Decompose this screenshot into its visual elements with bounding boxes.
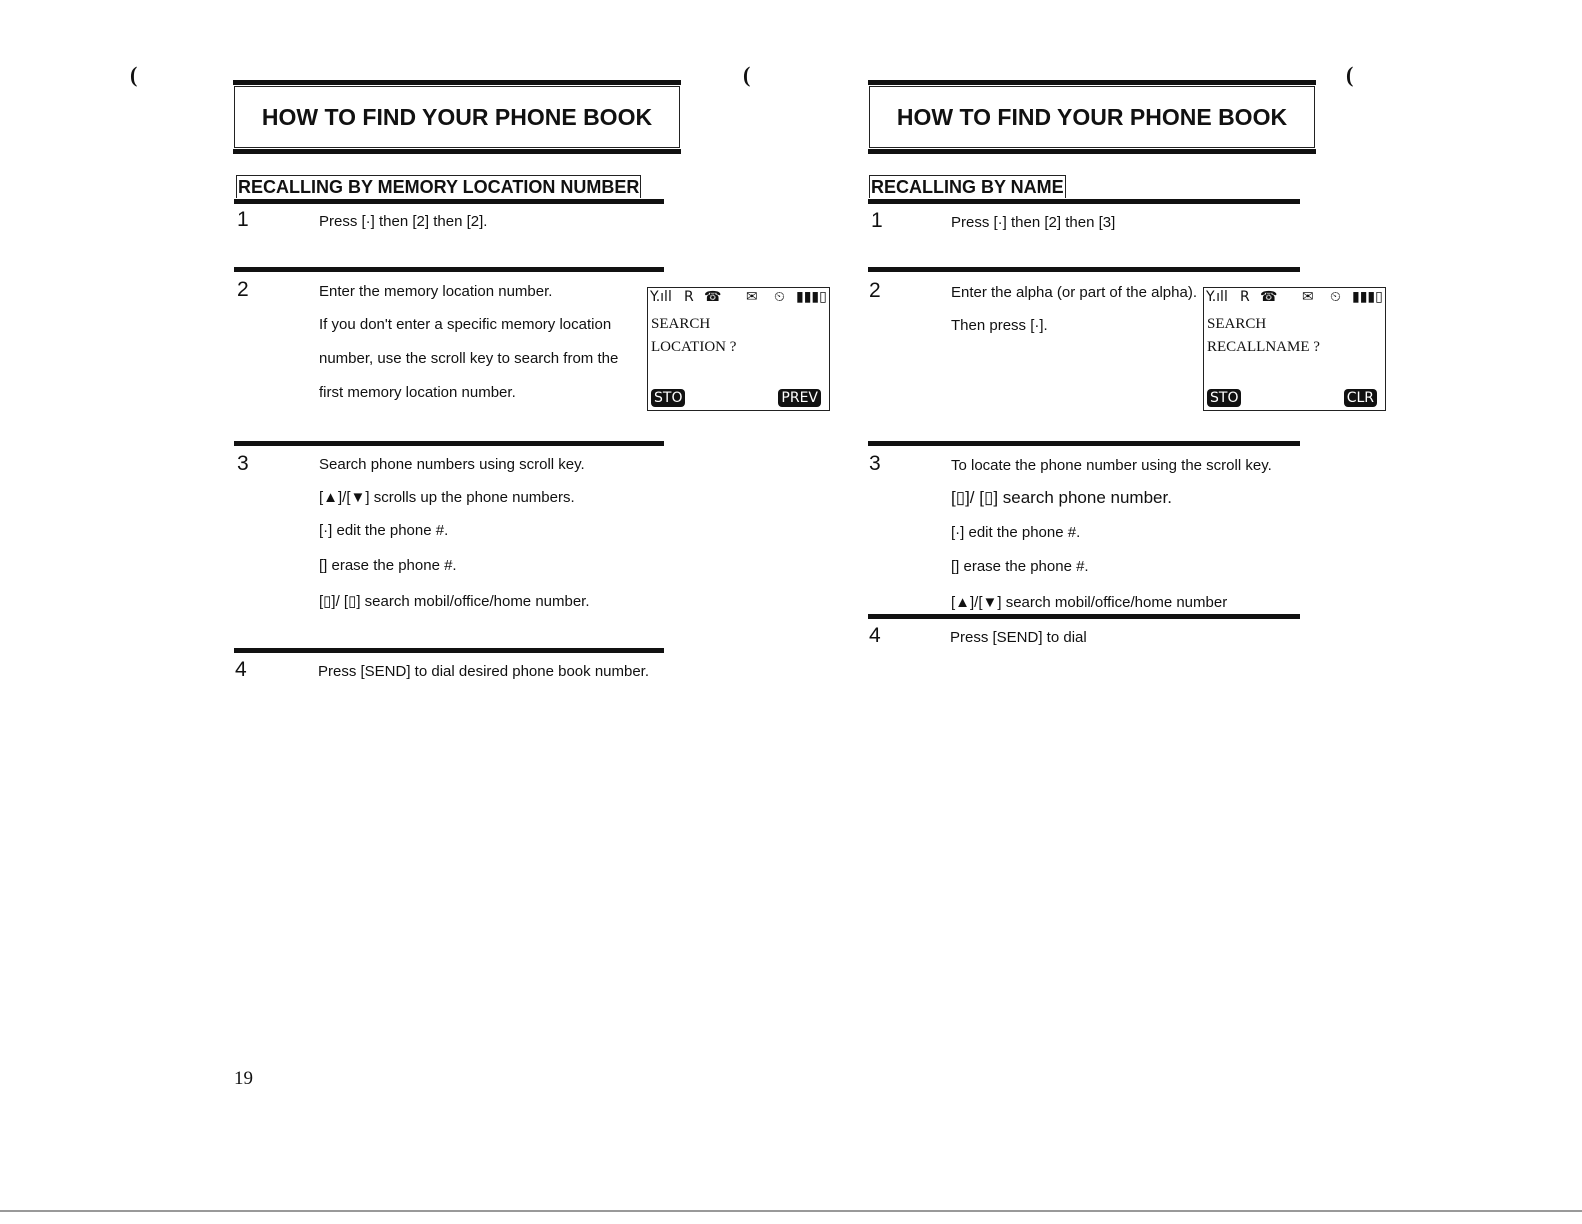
step-text: [▲]/[▼] search mobil/office/home number — [951, 594, 1228, 611]
phone-display — [647, 287, 830, 411]
battery-icon: ▮▮▮▯ — [1352, 289, 1383, 305]
step-number: 4 — [235, 658, 247, 681]
step-text: first memory location number. — [319, 384, 516, 401]
section-heading: RECALLING BY NAME — [871, 177, 1064, 197]
divider — [234, 267, 664, 272]
step-text: [▲]/[▼] scrolls up the phone numbers. — [319, 489, 575, 506]
bracket-mark: ( — [743, 62, 751, 87]
mail-icon: ✉ — [746, 289, 758, 305]
softkey-left: STO — [1207, 389, 1241, 407]
divider — [868, 614, 1300, 619]
signal-icon: Y.ıll — [1206, 289, 1228, 305]
step-text: [] erase the phone #. — [951, 558, 1089, 575]
page-title-box — [869, 86, 1315, 148]
step-text: Search phone numbers using scroll key. — [319, 456, 585, 473]
bracket-mark: ( — [130, 62, 138, 87]
step-number: 4 — [869, 624, 881, 647]
display-line: SEARCH — [651, 316, 711, 332]
step-text: [▯]/ [▯] search phone number. — [951, 488, 1172, 507]
divider — [234, 199, 664, 204]
phone-icon: ☎ — [1260, 289, 1278, 305]
step-text: [·] edit the phone #. — [951, 524, 1081, 541]
step-number: 1 — [871, 209, 883, 232]
display-line: SEARCH — [1207, 316, 1267, 332]
step-text: [·] edit the phone #. — [319, 522, 449, 539]
step-text: Enter the memory location number. — [319, 283, 553, 300]
display-line: RECALLNAME ? — [1207, 339, 1320, 355]
section-heading: RECALLING BY MEMORY LOCATION NUMBER — [238, 177, 640, 197]
softkey-right: CLR — [1344, 389, 1377, 407]
divider — [868, 267, 1300, 272]
roaming-icon: R — [684, 289, 694, 305]
roaming-icon: R — [1240, 289, 1250, 305]
phone-icon: ☎ — [704, 289, 722, 305]
step-text: [▯]/ [▯] search mobil/office/home number. — [319, 593, 590, 610]
step-text: To locate the phone number using the scroll key. — [951, 457, 1272, 474]
step-text: If you don't enter a specific memory location — [319, 316, 612, 333]
mail-icon: ✉ — [1302, 289, 1314, 305]
step-text: Then press [·]. — [951, 317, 1048, 334]
divider — [234, 441, 664, 446]
page-number: 19 — [234, 1068, 253, 1089]
step-text: Enter the alpha (or part of the alpha). — [951, 284, 1197, 301]
bracket-mark: ( — [1346, 62, 1354, 87]
softkey-right: PREV — [778, 389, 821, 407]
step-text: number, use the scroll key to search from the — [319, 350, 619, 367]
step-number: 1 — [237, 208, 249, 231]
step-number: 2 — [869, 279, 881, 302]
status-icons — [1206, 289, 1383, 307]
step-text: Press [SEND] to dial desired phone book number. — [318, 663, 650, 680]
alarm-icon: ⏲ — [1330, 289, 1341, 305]
divider — [234, 648, 664, 653]
display-line: LOCATION ? — [651, 339, 737, 355]
divider — [868, 199, 1300, 204]
step-text: Press [·] then [2] then [3] — [951, 214, 1116, 231]
scan-edge — [0, 1210, 1582, 1212]
signal-icon: Y.ıll — [650, 289, 672, 305]
status-icons — [650, 289, 827, 307]
divider — [868, 441, 1300, 446]
step-text: Press [SEND] to dial — [950, 629, 1087, 646]
page-title: HOW TO FIND YOUR PHONE BOOK — [896, 103, 1288, 130]
softkey-left: STO — [651, 389, 685, 407]
step-text: Press [·] then [2] then [2]. — [319, 213, 488, 230]
page-title: HOW TO FIND YOUR PHONE BOOK — [261, 103, 653, 130]
step-number: 3 — [237, 452, 249, 475]
alarm-icon: ⏲ — [774, 289, 785, 305]
step-number: 2 — [237, 278, 249, 301]
step-text: [] erase the phone #. — [319, 557, 457, 574]
phone-display — [1203, 287, 1386, 411]
page-title-box — [234, 86, 680, 148]
step-number: 3 — [869, 452, 881, 475]
battery-icon: ▮▮▮▯ — [796, 289, 827, 305]
